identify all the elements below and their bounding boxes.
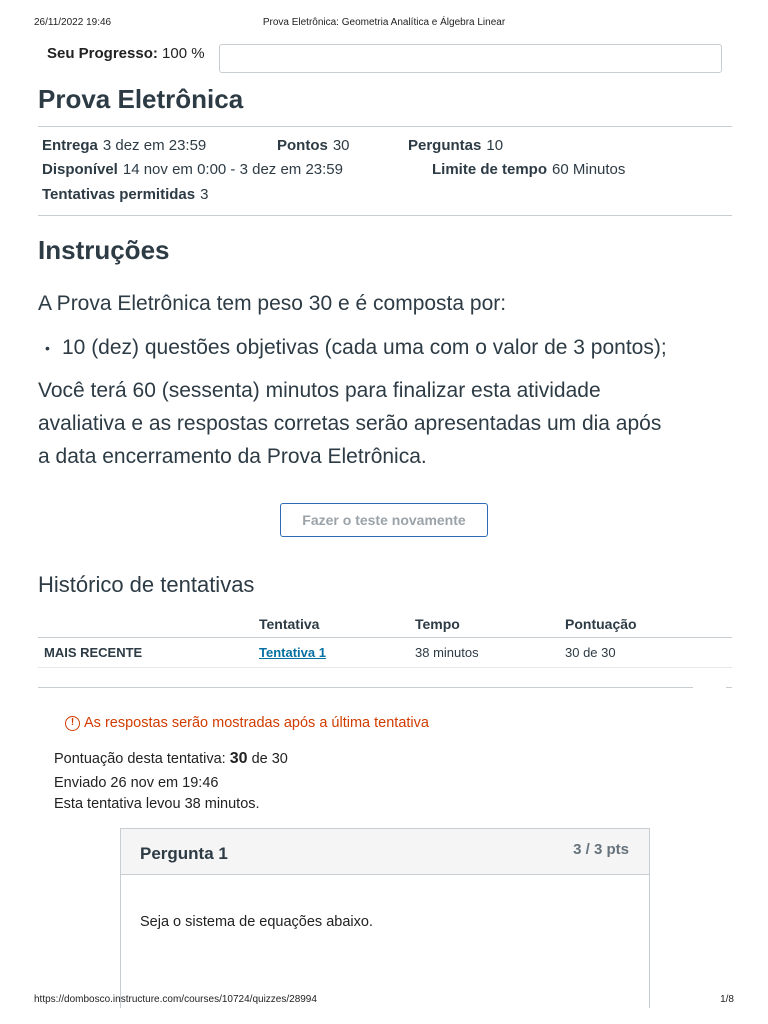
retake-quiz-button[interactable]: Fazer o teste novamente <box>280 503 488 537</box>
row-time: 38 minutos <box>415 645 479 660</box>
progress-bar <box>219 44 722 73</box>
detail-pontos: Pontos 30 <box>277 137 350 154</box>
col-header-score: Pontuação <box>565 616 637 632</box>
divider <box>38 126 732 127</box>
question-title: Pergunta 1 <box>140 844 228 863</box>
question-points: 3 / 3 pts <box>573 841 629 858</box>
section-divider <box>38 687 693 688</box>
alert-icon: ! <box>65 716 80 731</box>
submitted-info: Enviado 26 nov em 19:46 <box>54 775 219 791</box>
instructions-bullet: 10 (dez) questões objetivas (cada uma com o valor de 3 pontos); <box>62 336 667 359</box>
question-card <box>120 828 650 1008</box>
attempt-link[interactable]: Tentativa 1 <box>259 645 326 660</box>
table-row-divider <box>38 667 732 668</box>
question-text: Seja o sistema de equações abaixo. <box>140 914 373 930</box>
instructions-line-3: a data encerramento da Prova Eletrônica. <box>38 445 427 468</box>
col-header-attempt: Tentativa <box>259 616 320 632</box>
question-header <box>121 829 649 875</box>
progress-value: 100 % <box>162 45 205 62</box>
progress-label: Seu Progresso: <box>47 45 158 62</box>
progress-label-group <box>47 45 205 62</box>
detail-tentativas: Tentativas permitidas 3 <box>42 186 209 203</box>
bullet-icon: • <box>45 340 50 356</box>
col-header-time: Tempo <box>415 616 460 632</box>
detail-perguntas: Perguntas 10 <box>408 137 504 154</box>
instructions-heading: Instruções <box>38 235 170 265</box>
section-divider-tail <box>726 687 732 688</box>
detail-entrega: Entrega 3 dez em 23:59 <box>42 137 207 154</box>
instructions-intro: A Prova Eletrônica tem peso 30 e é composta por: <box>38 292 507 315</box>
answers-warning <box>65 715 429 731</box>
divider <box>38 215 732 216</box>
print-datetime: 26/11/2022 19:46 <box>34 17 112 28</box>
row-score: 30 de 30 <box>565 645 616 660</box>
instructions-line-2: avaliativa e as respostas corretas serão apresentadas um dia após <box>38 412 662 435</box>
detail-disponivel: Disponível 14 nov em 0:00 - 3 dez em 23:59 <box>42 161 343 178</box>
print-url: https://dombosco.instructure.com/courses/10724/quizzes/28994 <box>34 994 317 1005</box>
print-page-number: 1/8 <box>720 994 734 1005</box>
history-heading: Histórico de tentativas <box>38 572 255 597</box>
instructions-line-1: Você terá 60 (sessenta) minutos para finalizar esta atividade <box>38 379 601 402</box>
table-header-divider <box>38 637 732 638</box>
attempt-score-line: Pontuação desta tentativa: 30 de 30 <box>54 750 288 767</box>
print-title: Prova Eletrônica: Geometria Analítica e Álgebra Linear <box>262 17 506 28</box>
detail-limite-tempo: Limite de tempo 60 Minutos <box>432 161 626 178</box>
warning-text: As respostas serão mostradas após a última tentativa <box>84 715 429 731</box>
page-title: Prova Eletrônica <box>38 84 244 114</box>
row-label: MAIS RECENTE <box>44 645 143 660</box>
duration-info: Esta tentativa levou 38 minutos. <box>54 796 260 812</box>
attempt-score-value: 30 <box>229 750 248 767</box>
